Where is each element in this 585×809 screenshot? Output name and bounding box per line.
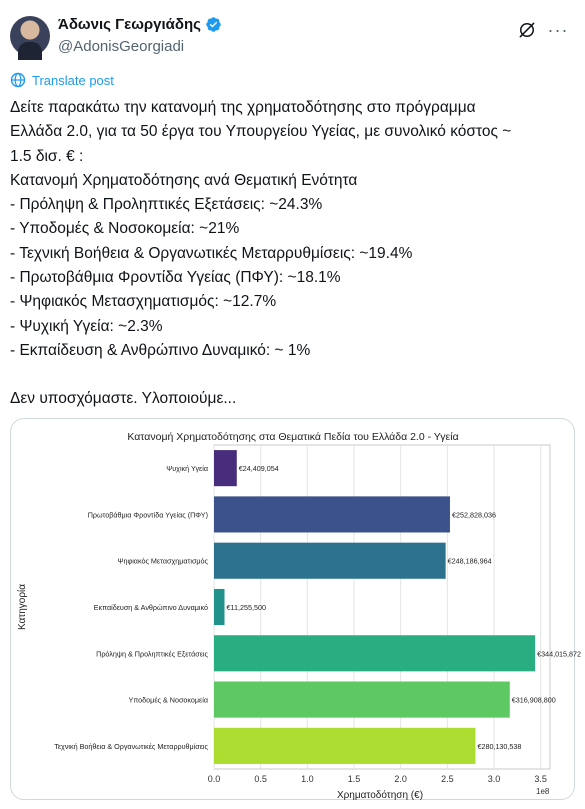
y-axis-label: Κατηγορία	[17, 583, 28, 631]
x-tick-label: 0.0	[207, 774, 221, 784]
bar-value-label: €316,908,800	[511, 695, 556, 705]
post-text-line: - Τεχνική Βοήθεια & Οργανωτικές Μεταρρυθμίσεις: ~19.4%	[10, 244, 413, 262]
post-text-line: - Πρόληψη & Προληπτικές Εξετάσεις: ~24.3%	[10, 196, 323, 214]
y-tick-label: Υποδομές & Νοσοκομεία	[128, 695, 208, 705]
y-tick-label: Πρόληψη & Προληπτικές Εξετάσεις	[96, 649, 208, 659]
x-tick-label: 1.5	[347, 774, 361, 784]
grok-icon[interactable]	[517, 20, 537, 40]
post-text-line: Δείτε παρακάτω την κατανομή της χρηματοδότησης στο πρόγραμμα	[10, 99, 476, 116]
post-text-line: Δεν υποσχόμαστε. Υλοποιούμε...	[10, 390, 237, 408]
bar-value-label: €280,130,538	[477, 741, 522, 751]
y-tick-label: Εκπαίδευση & Ανθρώπινο Δυναμικό	[93, 603, 208, 612]
verified-badge-icon	[205, 16, 222, 33]
chart-title: Κατανομή Χρηματοδότησης στα Θεματικά Πεδία του Ελλάδα 2.0 - Υγεία	[127, 431, 459, 443]
more-icon[interactable]: ···	[547, 20, 569, 40]
bar-value-label: €24,409,054	[238, 464, 279, 474]
post-text-line: - Ψυχική Υγεία: ~2.3%	[10, 317, 163, 335]
x-tick-label: 2.0	[394, 774, 407, 784]
x-tick-label: 3.0	[487, 774, 501, 784]
bar	[214, 682, 510, 718]
bar-value-label: €344,015,872	[537, 649, 582, 659]
bar-value-label: €11,255,500	[226, 603, 266, 612]
author-name[interactable]: Άδωνις Γεωργιάδης	[58, 16, 201, 33]
funding-bar-chart	[11, 419, 582, 801]
author-handle[interactable]: @AdonisGeorgiadi	[58, 38, 185, 55]
x-axis-label: Χρηματοδότηση (€)	[336, 790, 424, 801]
x-tick-label: 1.0	[301, 774, 314, 784]
bar-value-label: €248,186,964	[447, 556, 492, 566]
y-tick-label: Ψυχική Υγεία	[166, 464, 208, 474]
post-text-line: - Ψηφιακός Μετασχηματισμός: ~12.7%	[10, 293, 277, 311]
x-tick-label: 3.5	[534, 774, 547, 784]
post-text-line: 1.5 δισ. € :	[10, 147, 84, 165]
post-blank-line	[10, 363, 580, 387]
x-tick-label: 0.5	[254, 774, 267, 784]
avatar[interactable]	[10, 16, 50, 56]
author-name-line	[58, 16, 222, 33]
post-text-line: - Υποδομές & Νοσοκομεία: ~21%	[10, 220, 240, 238]
y-tick-label: Ψηφιακός Μετασχηματισμός	[117, 556, 208, 566]
bar	[214, 543, 446, 579]
post-media-chart[interactable]	[10, 418, 582, 801]
x-scale-label: 1e8	[536, 787, 550, 796]
post-text	[10, 96, 580, 412]
bar	[214, 728, 475, 764]
bar	[214, 450, 237, 486]
translate-icon	[10, 72, 26, 88]
post-text-line: - Πρωτοβάθμια Φροντίδα Υγείας (ΠΦΥ): ~18.1%	[10, 269, 341, 287]
y-tick-label: Τεχνική Βοήθεια & Οργανωτικές Μεταρρυθμίσεις	[54, 741, 208, 751]
post-text-line: Κατανομή Χρηματοδότησης ανά Θεματική Ενότητα	[10, 171, 358, 189]
post-text-line: Ελλάδα 2.0, για τα 50 έργα του Υπουργείου Υγείας, με συνολικό κόστος ~	[10, 123, 512, 141]
bar	[214, 589, 225, 625]
post-text-line: - Εκπαίδευση & Ανθρώπινο Δυναμικό: ~ 1%	[10, 341, 311, 359]
x-tick-label: 2.5	[441, 774, 454, 784]
bar	[214, 635, 535, 671]
translate-post[interactable]	[10, 72, 114, 88]
bar	[214, 496, 450, 532]
translate-label[interactable]: Translate post	[32, 72, 114, 88]
bar-value-label: €252,828,036	[451, 510, 496, 520]
y-tick-label: Πρωτοβάθμια Φροντίδα Υγείας (ΠΦΥ)	[87, 510, 208, 520]
post-header	[10, 10, 575, 60]
